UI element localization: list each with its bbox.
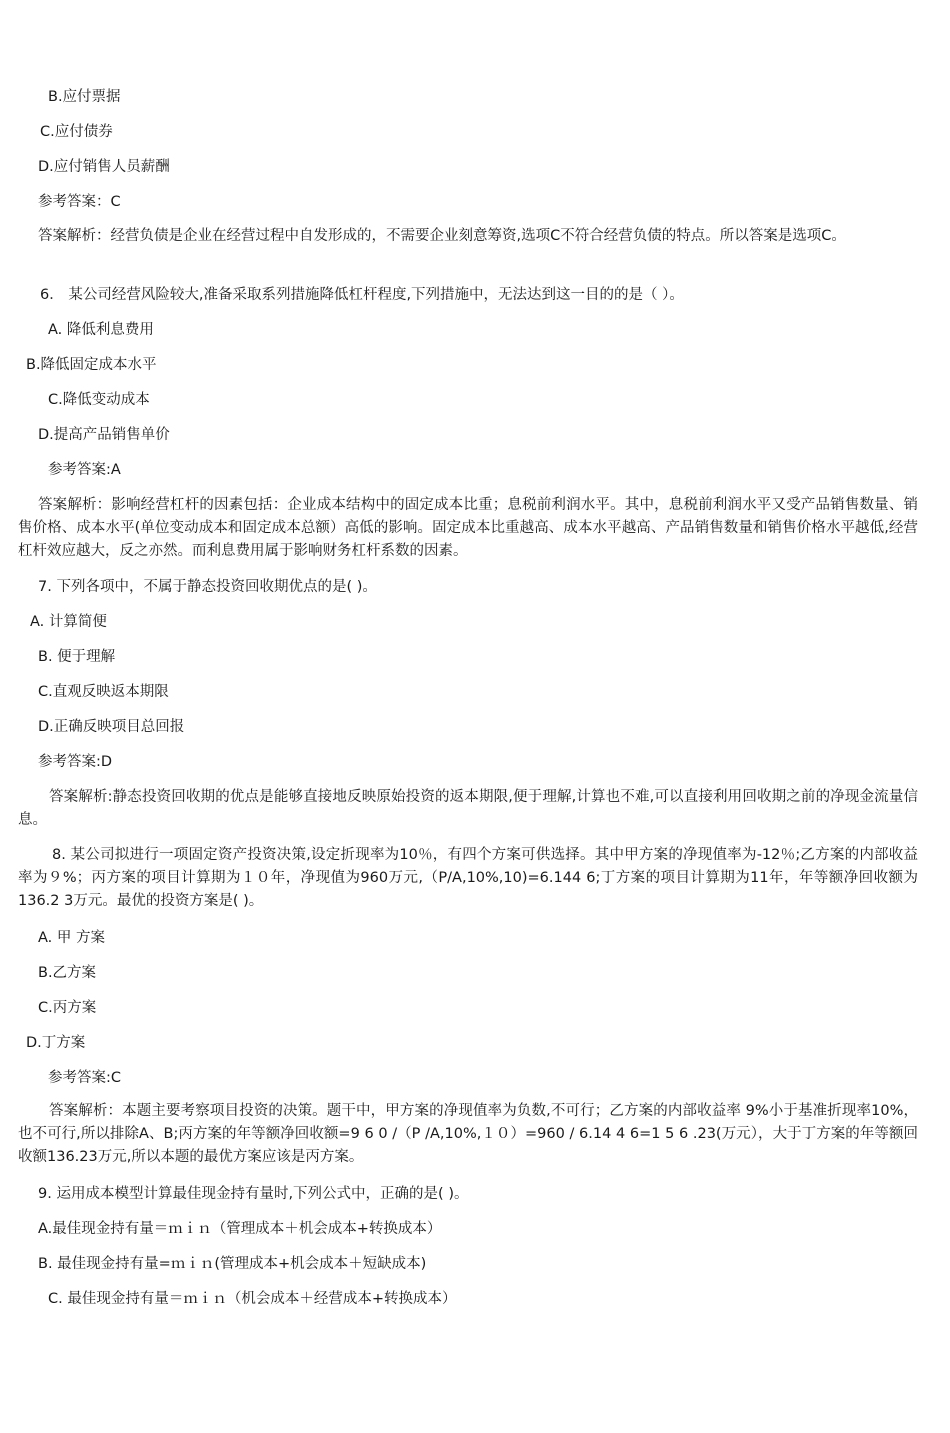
option-c: C.应付债券 xyxy=(40,124,113,140)
option-b: B. 最佳现金持有量=ｍｉｎ(管理成本+机会成本＋短缺成本) xyxy=(38,1256,427,1272)
option-d: D.提高产品销售单价 xyxy=(38,427,170,443)
option-b: B.乙方案 xyxy=(38,965,97,981)
option-d: D.应付销售人员薪酬 xyxy=(38,159,170,175)
question-6: 6． 某公司经营风险较大,准备采取系列措施降低杠杆程度,下列措施中，无法达到这一目的的是（ ）。 xyxy=(40,287,684,303)
option-b: B. 便于理解 xyxy=(38,649,116,665)
option-c: C.降低变动成本 xyxy=(48,392,150,408)
question-7: 7. 下列各项中，不属于静态投资回收期优点的是( )。 xyxy=(38,579,377,595)
option-a: A. 甲 方案 xyxy=(38,930,105,946)
reference-answer: 参考答案:C xyxy=(48,1070,122,1086)
option-b: B.应付票据 xyxy=(48,89,121,105)
reference-answer: 参考答案:D xyxy=(38,754,113,770)
question-8: 8. 某公司拟进行一项固定资产投资决策,设定折现率为10％，有四个方案可供选择。其中甲方案的净现值率为-12％;乙方案的内部收益率为９%；丙方案的项目计算期为１０年，净现值为960万元,（P/A,10%,10)=6.144 6;丁方案的项目计算期为11年，年等额净回收额为136.2 3万元。最优的投资方案是( )。 xyxy=(18,847,918,909)
reference-answer: 参考答案:A xyxy=(48,462,121,478)
option-a: A. 降低利息费用 xyxy=(48,322,154,338)
option-a: A. 计算简便 xyxy=(30,614,107,630)
answer-explanation: 答案解析：影响经营杠杆的因素包括：企业成本结构中的固定成本比重；息税前利润水平。其中，息税前利润水平又受产品销售数量、销售价格、成本水平(单位变动成本和固定成本总额）高低的影响。固定成本比重越高、成本水平越高、产品销售数量和销售价格水平越低,经营杠杆效应越大，反之亦然。而利息费用属于影响财务杠杆系数的因素。 xyxy=(18,497,918,559)
option-d: D.丁方案 xyxy=(26,1035,86,1051)
reference-answer: 参考答案：C xyxy=(38,194,121,210)
option-a: A.最佳现金持有量＝ｍｉｎ（管理成本＋机会成本+转换成本） xyxy=(38,1221,442,1237)
answer-explanation: 答案解析：经营负债是企业在经营过程中自发形成的，不需要企业刻意筹资,选项C不符合经营负债的特点。所以答案是选项C。 xyxy=(38,228,846,244)
option-b: B.降低固定成本水平 xyxy=(26,357,157,373)
answer-explanation: 答案解析：本题主要考察项目投资的决策。题干中，甲方案的净现值率为负数,不可行；乙方案的内部收益率 9%小于基准折现率10%，也不可行,所以排除A、B;丙方案的年等额净回收额=9 6 0 /（P /A,10%,１０）=960 / 6.14 4 6=1 5 6 .23(万元），大于丁方案的年等额回收额136.23万元,所以本题的最优方案应该是丙方案。 xyxy=(18,1103,918,1165)
option-c: C. 最佳现金持有量＝ｍｉｎ（机会成本＋经营成本+转换成本） xyxy=(48,1291,457,1307)
question-9: 9. 运用成本模型计算最佳现金持有量时,下列公式中，正确的是( )。 xyxy=(38,1186,469,1202)
option-c: C.直观反映返本期限 xyxy=(38,684,169,700)
option-c: C.丙方案 xyxy=(38,1000,97,1016)
option-d: D.正确反映项目总回报 xyxy=(38,719,185,735)
answer-explanation: 答案解析:静态投资回收期的优点是能够直接地反映原始投资的返本期限,便于理解,计算也不难,可以直接利用回收期之前的净现金流量信息。 xyxy=(18,789,918,828)
